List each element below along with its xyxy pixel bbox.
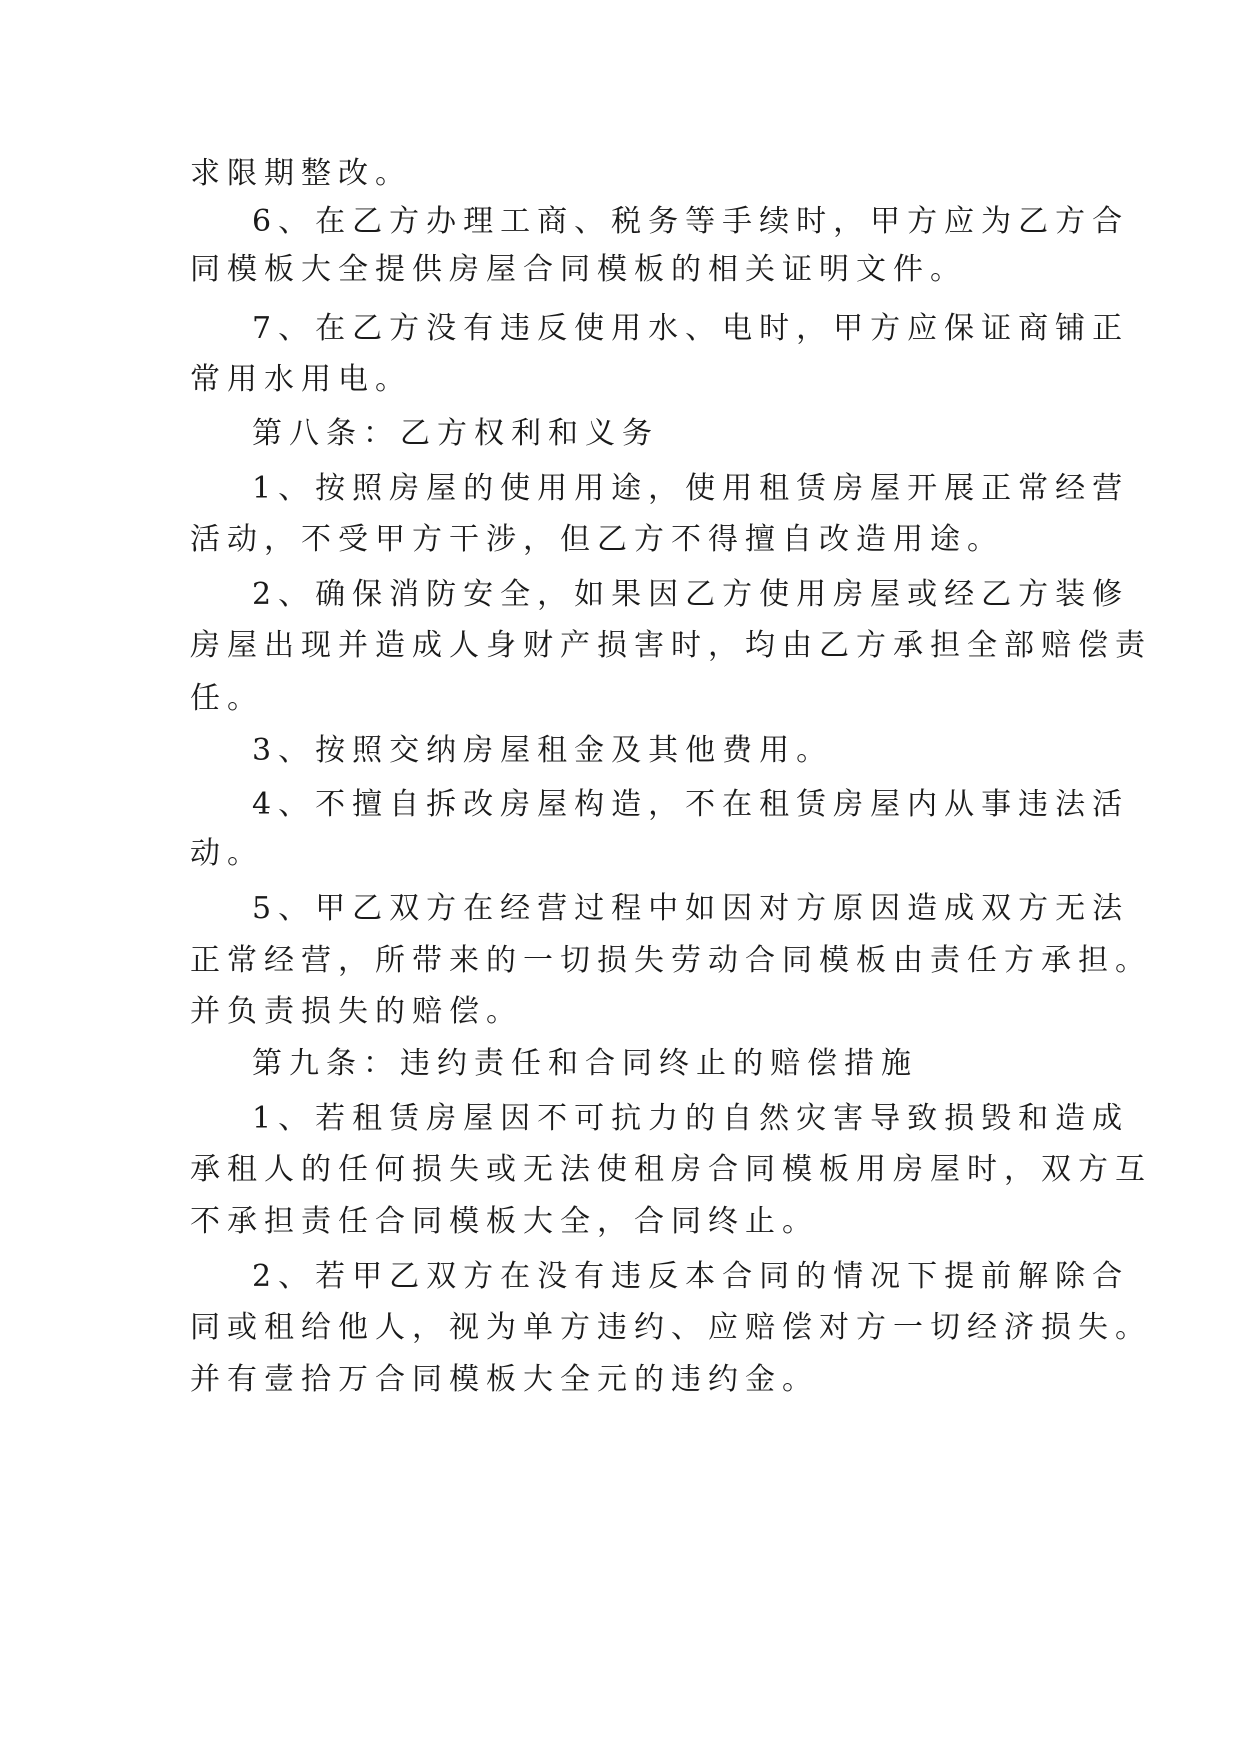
text-line: 房屋出现并造成人身财产损害时，均由乙方承担全部赔偿责 [190, 628, 1152, 663]
text-line: 7、在乙方没有违反使用水、电时，甲方应保证商铺正 [252, 311, 1130, 346]
text-line: 4、不擅自拆改房屋构造，不在租赁房屋内从事违法活 [252, 787, 1130, 822]
text-line: 3、按照交纳房屋租金及其他费用。 [252, 733, 834, 768]
text-line: 1、按照房屋的使用用途，使用租赁房屋开展正常经营 [252, 471, 1130, 506]
text-line: 同或租给他人，视为单方违约、应赔偿对方一切经济损失。 [190, 1310, 1152, 1345]
text-line: 并负责损失的赔偿。 [190, 994, 523, 1029]
text-line: 2、若甲乙双方在没有违反本合同的情况下提前解除合 [252, 1259, 1130, 1294]
text-line: 2、确保消防安全，如果因乙方使用房屋或经乙方装修 [252, 577, 1130, 612]
text-line: 任。 [190, 681, 264, 716]
text-line: 承租人的任何损失或无法使租房合同模板用房屋时，双方互 [190, 1152, 1152, 1187]
text-line: 同模板大全提供房屋合同模板的相关证明文件。 [190, 252, 967, 287]
text-line: 6、在乙方办理工商、税务等手续时，甲方应为乙方合 [252, 204, 1130, 239]
text-line: 不承担责任合同模板大全，合同终止。 [190, 1204, 819, 1239]
text-line: 常用水用电。 [190, 362, 412, 397]
text-line: 正常经营，所带来的一切损失劳动合同模板由责任方承担。 [190, 943, 1152, 978]
text-line: 1、若租赁房屋因不可抗力的自然灾害导致损毁和造成 [252, 1101, 1130, 1136]
section-heading: 第九条：违约责任和合同终止的赔偿措施 [252, 1046, 918, 1081]
section-heading: 第八条：乙方权利和义务 [252, 416, 659, 451]
text-line: 动。 [190, 836, 264, 871]
text-line: 5、甲乙双方在经营过程中如因对方原因造成双方无法 [252, 891, 1130, 926]
text-line: 活动，不受甲方干涉，但乙方不得擅自改造用途。 [190, 522, 1004, 557]
text-line: 并有壹拾万合同模板大全元的违约金。 [190, 1362, 819, 1397]
text-line: 求限期整改。 [190, 156, 412, 191]
